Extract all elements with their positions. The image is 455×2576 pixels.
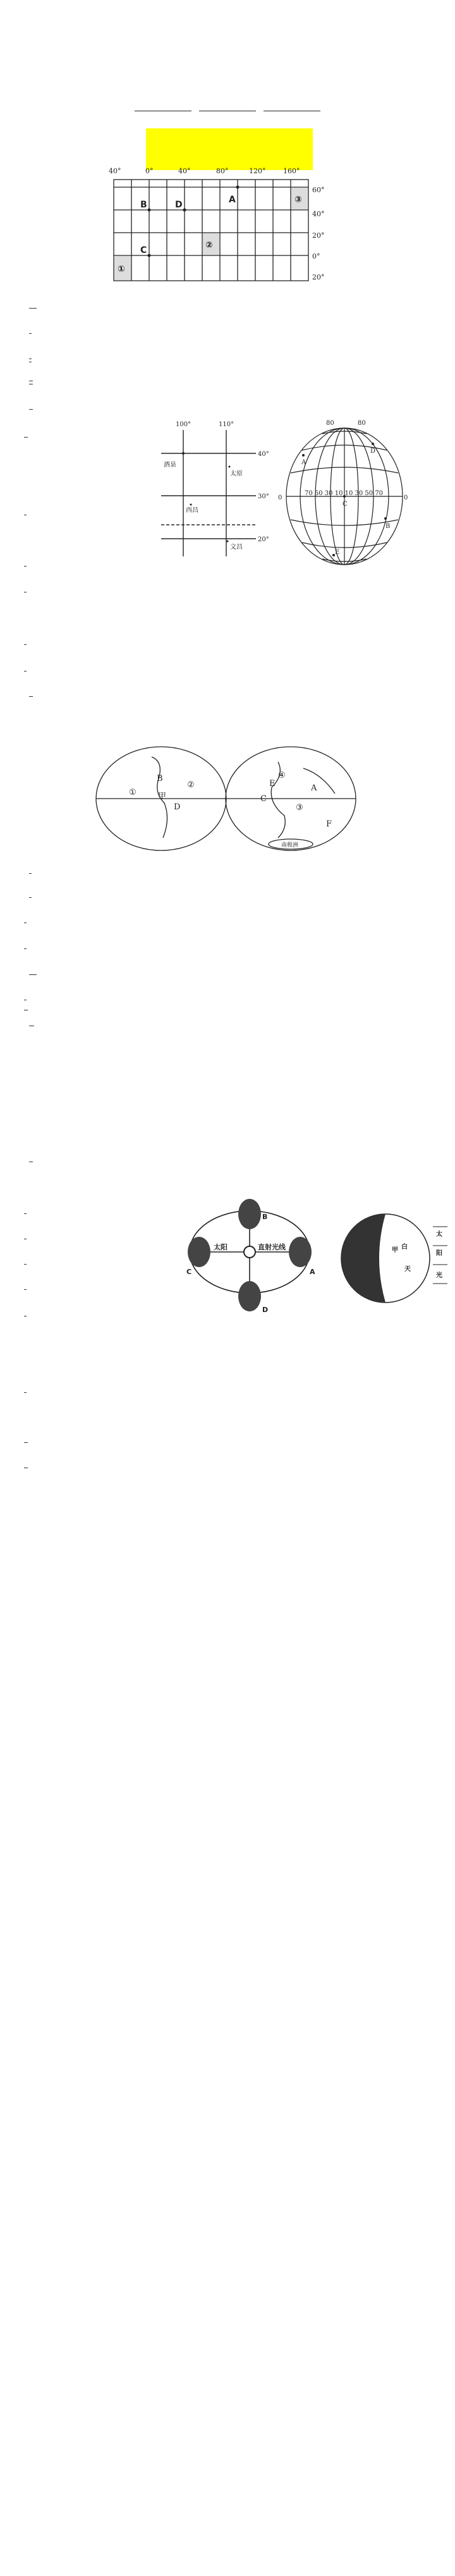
q1-grid-figure	[109, 166, 330, 286]
svg-text:南极洲: 南极洲	[281, 842, 299, 849]
answer[interactable]	[24, 911, 27, 923]
svg-text:0: 0	[278, 494, 282, 501]
svg-text:40°: 40°	[258, 451, 269, 458]
svg-text:160°: 160°	[283, 167, 300, 175]
svg-text:D: D	[174, 802, 181, 812]
svg-text:E: E	[335, 549, 340, 556]
svg-text:80°: 80°	[216, 167, 229, 175]
svg-text:60°: 60°	[312, 186, 325, 194]
q2-lat-lon-figure	[158, 417, 275, 560]
svg-text:太阳: 太阳	[214, 1243, 228, 1251]
q2-globe-figure	[278, 417, 411, 575]
answer[interactable]	[29, 685, 33, 697]
svg-text:B: B	[157, 774, 163, 783]
q2-item	[24, 659, 27, 672]
answer[interactable]	[24, 659, 27, 672]
q4-item	[24, 1252, 27, 1265]
svg-text:A: A	[229, 195, 236, 205]
section-banner	[146, 128, 313, 170]
svg-text:70 50 30 10 10 30 50 70: 70 50 30 10 10 30 50 70	[305, 490, 384, 497]
answer[interactable]	[29, 350, 32, 362]
q2-item	[24, 632, 27, 645]
svg-text:F: F	[326, 819, 332, 829]
q3-item	[24, 998, 28, 1010]
q2-item	[24, 554, 27, 567]
q3-item	[29, 861, 32, 874]
svg-text:B: B	[140, 200, 147, 210]
svg-text:20°: 20°	[258, 536, 269, 543]
answer[interactable]	[24, 937, 27, 949]
answer[interactable]	[32, 1014, 34, 1026]
svg-text:D: D	[370, 448, 376, 455]
answer[interactable]	[24, 998, 28, 1010]
svg-text:白: 白	[401, 1244, 408, 1251]
svg-text:A: A	[310, 1268, 315, 1276]
q3-item	[29, 885, 32, 898]
answer[interactable]	[29, 862, 32, 874]
q1-item	[29, 350, 32, 362]
svg-text:光: 光	[436, 1272, 442, 1279]
svg-text:100°: 100°	[176, 421, 191, 428]
q1-item	[29, 296, 37, 309]
q2-item	[24, 503, 27, 515]
svg-text:C: C	[140, 245, 147, 255]
svg-text:C: C	[343, 501, 348, 508]
svg-text:阳: 阳	[436, 1250, 442, 1257]
answer[interactable]	[24, 580, 27, 592]
svg-text:0: 0	[404, 494, 408, 501]
q3-item	[24, 936, 27, 949]
answer[interactable]	[24, 1304, 27, 1316]
svg-text:太原: 太原	[230, 470, 243, 477]
svg-text:80: 80	[326, 420, 334, 427]
q3-item	[29, 962, 37, 975]
q2-item	[29, 684, 33, 697]
q4-item	[24, 1430, 28, 1443]
answer[interactable]	[24, 503, 27, 515]
svg-text:C: C	[186, 1268, 192, 1276]
q2-item	[24, 580, 27, 592]
svg-text:0°: 0°	[312, 252, 320, 261]
answer[interactable]	[29, 369, 33, 381]
q4-item	[24, 1277, 27, 1290]
answer[interactable]	[24, 423, 28, 438]
answer[interactable]	[24, 555, 27, 567]
svg-text:20°: 20°	[312, 231, 325, 240]
answer[interactable]	[33, 297, 37, 309]
q2-item	[24, 424, 28, 437]
answer[interactable]	[24, 1381, 27, 1393]
svg-text:A: A	[311, 783, 317, 793]
answer[interactable]	[29, 1150, 33, 1162]
answer[interactable]	[24, 1253, 27, 1265]
svg-text:③: ③	[296, 803, 303, 813]
svg-text:40°: 40°	[109, 167, 121, 175]
svg-text:80: 80	[358, 420, 366, 427]
answer[interactable]	[29, 398, 33, 410]
q4-item	[24, 1304, 27, 1316]
svg-text:20°: 20°	[312, 273, 325, 281]
q1-item	[29, 369, 33, 381]
svg-text:110°: 110°	[219, 421, 234, 428]
answer[interactable]	[24, 1202, 27, 1214]
svg-text:甲: 甲	[392, 1247, 398, 1254]
q4-figures	[183, 1189, 449, 1315]
q1-item	[29, 397, 33, 410]
svg-text:①: ①	[118, 264, 125, 274]
svg-text:酒泉: 酒泉	[164, 462, 176, 469]
svg-text:40°: 40°	[178, 167, 191, 175]
q1-item	[29, 321, 32, 334]
svg-text:0°: 0°	[145, 167, 154, 175]
svg-text:甲: 甲	[158, 792, 167, 801]
svg-text:B: B	[262, 1213, 268, 1221]
q4-item	[24, 1380, 27, 1393]
q3-item	[29, 1014, 34, 1026]
q4-item	[29, 1150, 33, 1162]
svg-text:A: A	[301, 459, 306, 466]
svg-text:B: B	[385, 523, 391, 530]
svg-text:C: C	[260, 794, 267, 804]
svg-text:120°: 120°	[249, 167, 266, 175]
q4-item	[24, 1201, 27, 1214]
answer[interactable]	[34, 963, 37, 975]
answer[interactable]	[29, 322, 32, 334]
svg-text:④: ④	[278, 771, 286, 780]
svg-text:③: ③	[294, 195, 302, 205]
answer[interactable]	[29, 886, 32, 898]
svg-text:文昌: 文昌	[230, 544, 243, 551]
svg-text:西昌: 西昌	[186, 507, 198, 514]
answer[interactable]	[24, 1278, 27, 1290]
answer[interactable]	[24, 1456, 28, 1468]
svg-text:②: ②	[205, 240, 213, 250]
q3-hemispheres-figure	[95, 743, 360, 854]
svg-text:天: 天	[404, 1266, 411, 1273]
q4-item	[24, 1227, 27, 1239]
svg-text:D: D	[175, 200, 183, 210]
svg-text:①: ①	[129, 788, 136, 797]
q4-item	[24, 1456, 28, 1468]
answer[interactable]	[24, 633, 27, 645]
svg-text:②: ②	[187, 780, 195, 790]
student-info	[0, 102, 455, 113]
svg-text:直射光线: 直射光线	[258, 1243, 286, 1251]
svg-text:40°: 40°	[312, 210, 325, 218]
answer[interactable]	[24, 1431, 28, 1443]
answer[interactable]	[24, 1227, 27, 1239]
q3-item	[24, 911, 27, 923]
svg-text:30°: 30°	[258, 493, 269, 500]
svg-text:太: 太	[436, 1231, 442, 1238]
svg-text:D: D	[262, 1306, 269, 1314]
svg-text:E: E	[269, 779, 276, 788]
